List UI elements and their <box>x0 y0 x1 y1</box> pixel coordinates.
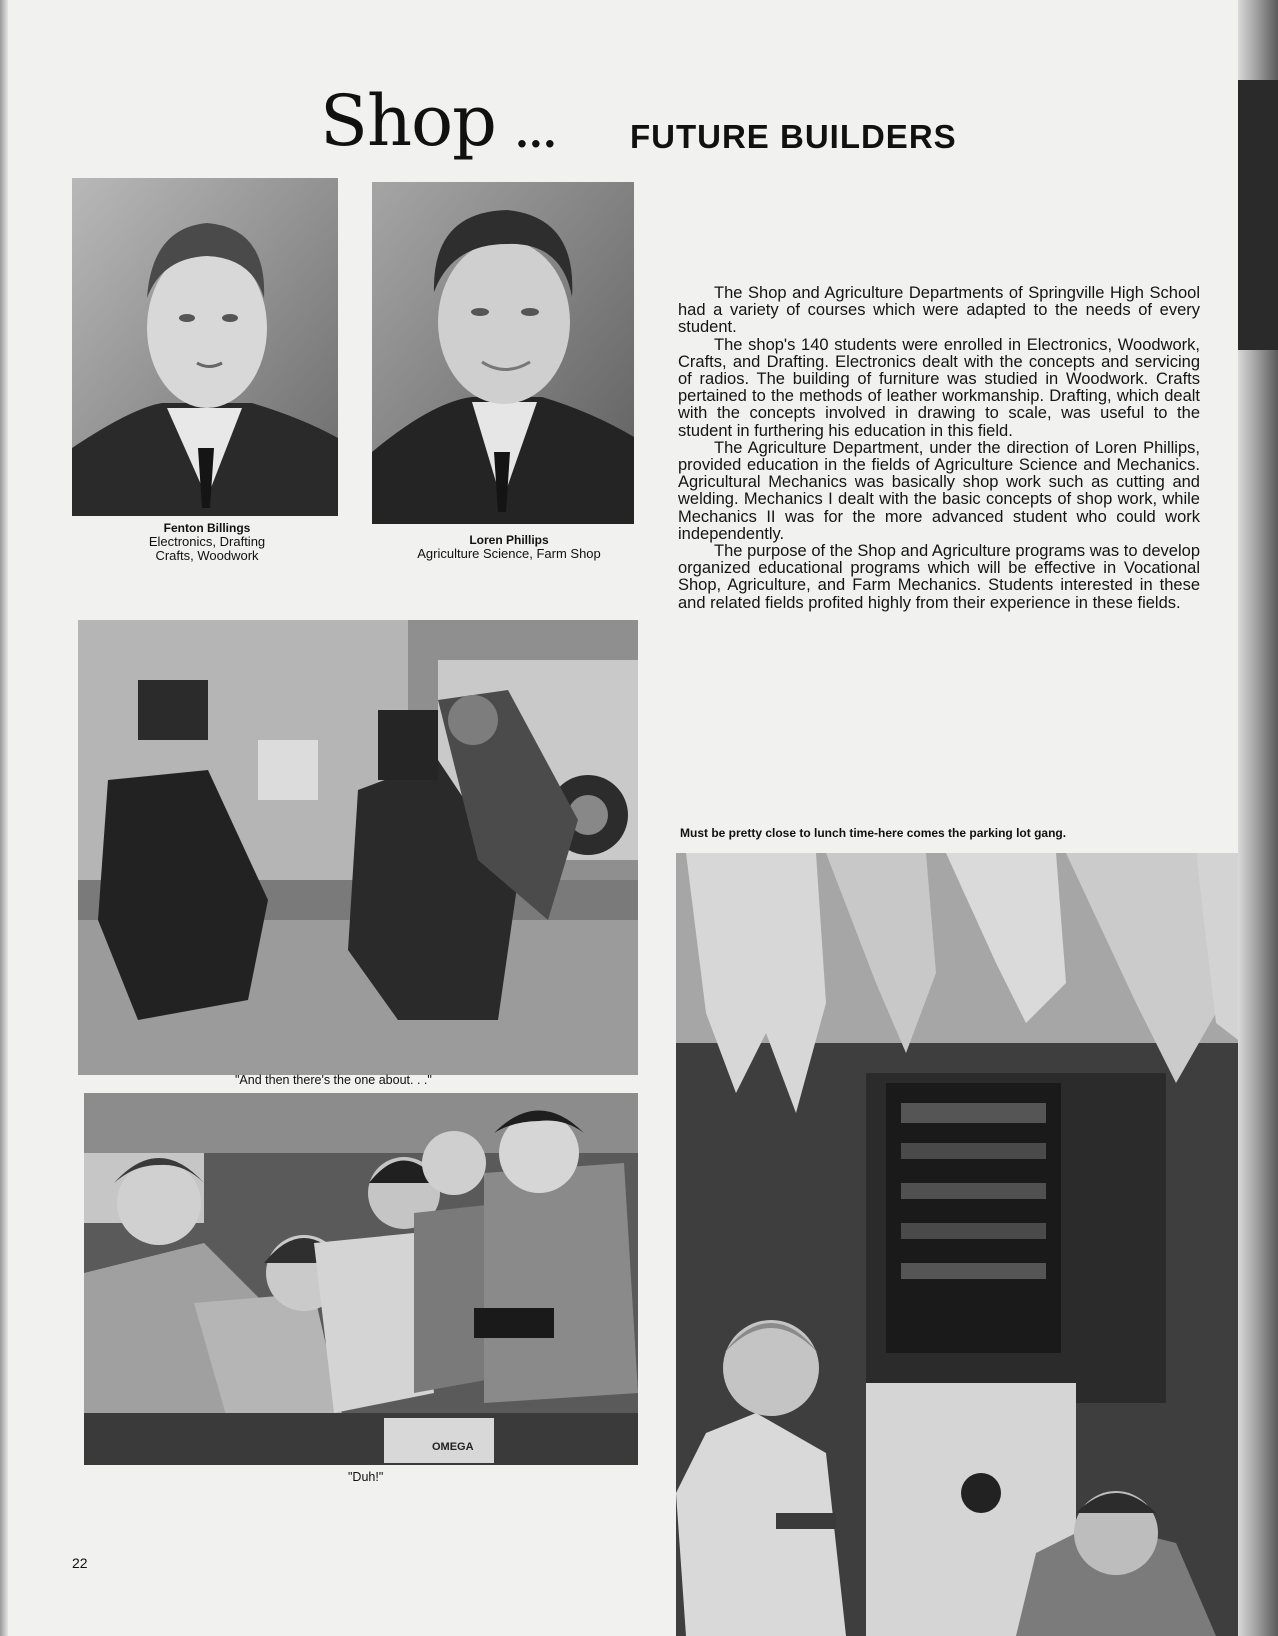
title-ellipsis: ... <box>515 110 557 157</box>
teacher-name: Fenton Billings <box>163 521 251 535</box>
electronics-photo <box>676 853 1255 1636</box>
teacher-subjects: Agriculture Science, Farm Shop <box>417 546 601 561</box>
portrait-caption-fenton <box>112 522 302 563</box>
teacher-subjects: Crafts, Woodwork <box>155 548 259 563</box>
facing-page-edge <box>1238 0 1278 1636</box>
teacher-name: Loren Phillips <box>469 533 549 547</box>
welding-photo <box>78 620 638 1075</box>
group-shop-photo <box>84 1093 638 1465</box>
article-paragraph: The Agriculture Department, under the direction of Loren Phillips, provided education in the fields of Agriculture Science and Mechanics. Agricultural Mechanics was basically shop work such as cutting and welding. Mechanics I dealt with the basic concepts of shop work, while Mechanics II was for the more advanced student who could work independently. <box>678 438 1200 543</box>
page-subtitle: FUTURE BUILDERS <box>630 118 957 155</box>
page-left-edge <box>0 0 8 1636</box>
portrait-fenton-billings <box>72 178 338 516</box>
facing-page-photo-edge <box>1238 80 1278 350</box>
article-paragraph: The purpose of the Shop and Agriculture programs was to develop organized educational programs which will be effective in Vocational Shop, Agriculture, and Farm Mechanics. Students interested in these and related fields profited highly from their experience in these fields. <box>678 542 1200 612</box>
welding-caption: "And then there's the one about. . ." <box>235 1073 432 1087</box>
omega-box-label: OMEGA <box>432 1441 474 1453</box>
article-paragraph: The shop's 140 students were enrolled in Electronics, Woodwork, Crafts, and Drafting. Electronics dealt with the concepts and servicing of radios. The building of furniture was studied in Woodwork. Crafts pertained to the methods of leather workmanship. Drafting, which dealt with the concepts involved in drawing to scale, was useful to the student in furthering his education in this field. <box>678 335 1200 440</box>
article-paragraph: The Shop and Agriculture Departments of Springville High School had a variety of courses which were adapted to the needs of every student. <box>678 284 1200 337</box>
portrait-loren-phillips <box>372 182 634 524</box>
teacher-subjects: Electronics, Drafting <box>148 534 266 549</box>
page-number: 22 <box>72 1555 88 1571</box>
group-caption: "Duh!" <box>348 1470 384 1484</box>
portrait-caption-loren <box>384 534 634 561</box>
article-body <box>678 285 1200 612</box>
electronics-caption: Must be pretty close to lunch time-here comes the parking lot gang. <box>680 826 1067 840</box>
page-title: Shop <box>320 80 496 162</box>
